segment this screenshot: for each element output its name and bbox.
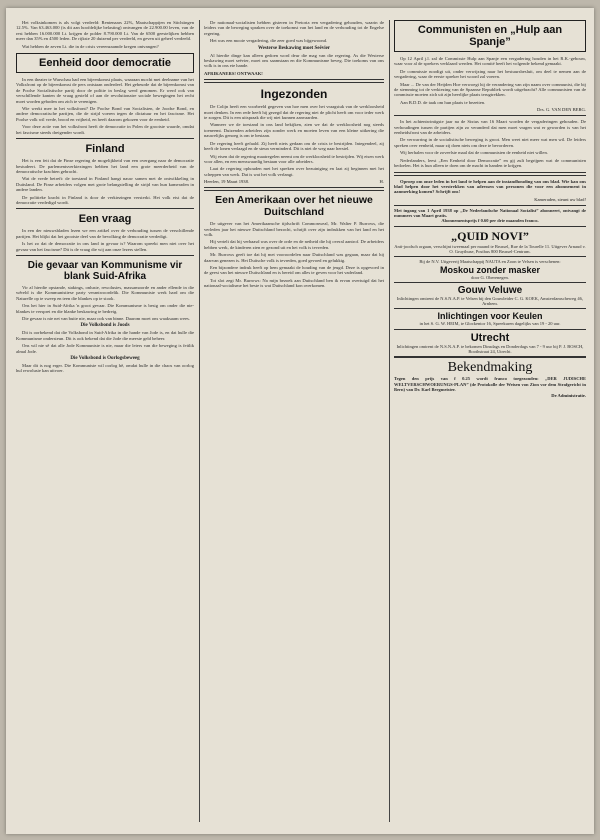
body-paragraph: De politieke kracht in Finland is door de verkiezingen versterkt. Het volk eist dat de democratie verdedigd wordt. xyxy=(16,194,194,205)
divider xyxy=(204,79,384,83)
advert-title: Gouw Veluwe xyxy=(457,284,523,296)
headline-finland: Finland xyxy=(85,143,125,156)
body-paragraph: Wij eisen dat de regering maatregelen neemt om de werkloosheid te bestrijden. Wij eisen werk voor allen, en een menswaardig bestaan voor alle arbeiders. xyxy=(204,153,384,164)
body-paragraph: Wat hebben de zeven Lt. die in de crisis vereenzaamde kregen ontvangen? xyxy=(22,43,159,49)
advert-title: Inlichtingen voor Keulen xyxy=(437,311,543,322)
headline-communisten: Communisten en „Hulp aan Spanje” xyxy=(417,24,563,48)
body-paragraph: Ons het hier in Suid-Afrika 'n groot gevaar. Die Kommunisme is besig om onder die nie-blankes te versprei en die blanke beskawing te bedreig. xyxy=(16,303,194,314)
body-paragraph: Vir al hierdie opstande, stakings, onluste, rewolusies, massamoorde en ander ellende in die wêreld is die Kommunistiese party verantwoordelik. Die Kommuniste werk hard om die Naturelle op te sweep en teen die blankes op te stook. xyxy=(16,284,194,301)
body-paragraph: Wanneer we de toestand in ons land bekijken, zien we dat de werkloosheid nog steeds toeneemt. Duizenden arbeiders zijn zonder werk en moeten leven van een kleine uitkering die nauwelijks genoeg is om te bestaan. xyxy=(204,122,384,139)
body-paragraph: Ons wil nie sê dat alle Jode Kommuniste is nie, maar die leiers van die beweging is feitlik almal Jode. xyxy=(16,343,194,354)
advert-title: Moskou zonder masker xyxy=(439,264,541,275)
dateline: Heerlen, 19 Maart 1938. xyxy=(204,179,250,185)
column-divider xyxy=(199,20,200,822)
advert-text: Inlichtingen omtrent de N.S.N.A.P. te bekomen Dinsdags en Donderdags van 7 - 9 uur bij P. J. BOSCH, Boothstraat 24, Utrecht. xyxy=(396,343,584,354)
headline-kommunisme: Die gevaar van Kommunisme vir blank Suid-Afrika xyxy=(27,259,183,282)
divider xyxy=(394,115,586,116)
advert-text: Anti-joodsch orgaan, verschijnt tweemaal per maand te Brussel, Rue de la Tourelle 11. Uitgever Arnaud v. O. Gruythuse, Postbus 800 Brussel-Centrum. xyxy=(394,243,586,254)
headline-amerikaan: Een Amerikaan over het nieuwe Duitschland xyxy=(215,194,373,218)
advert-sign: De Administratie. xyxy=(551,393,586,399)
body-paragraph: Maar dit is nog erger. Die Kommuniste wil oorlog hê, omdat hulle in die chaos van oorlog hul rewolusie kan uitvoer. xyxy=(16,363,194,374)
body-paragraph: Wie werkt mee in het volksfront? De Poolse Bond van Socialisten, de Joodse Bond, en andere democratische partijen, die de strijd voeren tegen de dictatuur en het fascisme. Het Poolse volk wil vrede, brood en vrijheid, en heeft daarom gekozen voor de eenheid. xyxy=(16,106,194,122)
body-paragraph: Laat de regering ophouden met het spreken over bezuiniging en laat zij beginnen met het scheppen van werk. Dat is wat het volk verlangt. xyxy=(204,166,384,177)
body-paragraph: De Colijn heeft een voorbeeld gegeven van hoe men over het vraagstuk van de werkloosheid moet denken. In een rede heeft hij gezegd dat de regering niet de plicht heeft om voor ieder werk te zorgen. Dit is een uitspraak die wij niet kunnen aanvaarden. xyxy=(204,104,384,121)
subheading: Die Volksbond is Oorlogsbeweeg xyxy=(70,356,140,362)
headline-ingezonden: Ingezonden xyxy=(260,87,328,102)
body-paragraph: Is het zo dat de democratie in ons land in gevaar is? Waarom spreekt men niet over het gevaar van het fascisme? Dit is de vraag die wij aan onze lezers stellen. xyxy=(16,241,194,252)
advert-utrecht xyxy=(394,329,586,357)
column-left xyxy=(16,20,194,822)
body-paragraph: Op 12 April j.l. zal de Commissie Hulp aan Spanje een vergadering houden in het R.K.-gebouw, waar voor al de sprekers verklaard werden. Het comité heeft het volgende bekend gemaakt. xyxy=(394,56,586,67)
advert-sub: door G. Oberenegen. xyxy=(471,274,509,280)
subscription-notice xyxy=(394,205,586,226)
body-paragraph: Wij herhalen voor de zoveelste maal dat de communisten de eenheid niet willen. xyxy=(400,150,548,156)
body-paragraph: Voor deze actie van het volksfront heeft de democratie in Polen de grootste waarde, omdat het fascisme steeds dreigender wordt. xyxy=(16,124,194,135)
advert-text: in het S. G. W. HEIM, te Glockentor 16, Spreekuren dagelijks van 19 - 20 uur. xyxy=(419,321,561,327)
body-paragraph: Maar ... De van der Heijden Hoe verwoegt hij de verandering van zijn naam over communist, die bij de stemming tot de verkiezing van de Spaanse Republiek wordt uitgebracht? Alle communisten van de commissie moeten zich uit zijn heerlijke plaats terugtrekken. xyxy=(394,81,586,98)
advert-text: Inlichtingen omtrent de N.S.N.A.P. te Velsen bij den Gouwleider C. G. KOEK, Amsterdamscheweg 46, Arnhem. xyxy=(396,295,584,307)
headline-een-vraag: Een vraag xyxy=(78,213,132,226)
divider xyxy=(16,255,194,256)
advert-text: Tegen den prijs van f 0.25 wordt franco toegezonden: „DER JUDISCHE WELTVERSCHWOERUNGS-PLAN” (de Protokolle der Weisen von Zion vor dem Strafgericht in Bern) van Dr. Karl Bergmeister. xyxy=(394,376,586,392)
body-paragraph: Nederlanders, leest „Een Eenheid door Democratie” en gij zult begrijpen wat de communisten bedoelen. Het is hun alleen te doen om de macht in handen te krijgen. xyxy=(394,157,586,169)
body-paragraph: Het is een feit dat de Finse regering de mogelijkheid van een overgang naar de democratie bestudeert. De parlementsverkiezingen hebben het land een grote meerderheid van de democratische krachten gebracht. xyxy=(16,158,194,174)
body-paragraph: Hij vertelt dat hij verbaasd was over de orde en de netheid die hij overal aantrof. De arbeiders hebben werk, de kinderen zien er gezond uit en het volk is tevreden. xyxy=(204,239,384,250)
advert-quid-novi xyxy=(394,226,586,257)
body-paragraph: Die gevaar is nie net van buite nie, maar ook van binne. Daarom moet ons waaksaam wees. xyxy=(22,316,190,321)
body-paragraph: In het achtentwintigste jaar na de Sixtus van 16 Maart worden de vergaderingen gehouden. De verhoudingen tussen de partijen zijn zo veranderd dat men moet vragen wat er geworden is van het eenheidsfront van de arbeiders. xyxy=(394,119,586,136)
column-divider xyxy=(389,20,390,822)
signature: Drs. G. VAN DEN BERG. xyxy=(537,107,586,113)
body-paragraph: De commissie noodigt uit, onder verwijzing naar het bestuursbesluit, om deel te nemen aan de vergadering, waar de eerste spreker het woord zal voeren. xyxy=(394,68,586,80)
advert-title: Bekendmaking xyxy=(447,360,533,376)
subscription-line: Met ingang van 1 April 1938 op „De Nederlandsche Nationaal Socialist” abonneert, ontvangt de nummers van Maart gratis. xyxy=(394,207,586,219)
headline-box xyxy=(16,53,194,73)
appeal-sign: Kameraden, steunt uw blad! xyxy=(534,196,586,202)
appeal-text: Oproep om onze leden in het land te helpen aan de instandhouding van ons blad. Wie kan ons blad helpen door het verstrekken van adressen van personen die voor een abonnement in aanmerking komen? Schrijft ons! xyxy=(394,178,586,195)
advert-text: Bij de N.V. Uitgeverij Maatschappij NAUTA en Zoon te Velsen is verschenen: xyxy=(419,259,561,265)
divider xyxy=(204,187,384,191)
body-paragraph: In een der nieuwsbladen lezen we een artikel over de verhouding tussen de verschillende partijen. Het blijkt dat het grootste deel van de bevolking de democratie verdedigt. xyxy=(16,228,194,239)
advert-gouw-veluwe xyxy=(394,282,586,309)
body-paragraph: Een bijzondere indruk heeft op hem gemaakt de houding van de jeugd. Deze is opgevoed in de geest van het nieuwe Duitschland en is bereid om alles te geven voor het vaderland. xyxy=(204,264,384,276)
advert-keulen xyxy=(394,308,586,328)
body-paragraph: Het volksinkomen is als volgt verdeeld: Rentenaars 22%, Maatschappijen en Stichtingen 12.5%. Van 63.463.000 (is dit aan hoofdelijke belasting) ontvangen de 22.900.00 leven, van de rest hebben 16.000.000 Lt. krijgen de polder 8.790.000 Lt. Van de 6500 geestelijken hebben meer dan 35% en 4500 leden. De rijkste 20 duizend per verdeeld, en geven uit geheel verdeeld. xyxy=(16,20,194,42)
divider xyxy=(394,172,586,176)
body-paragraph: Aan B.D.D. de taak om hun plaats te bezetten. xyxy=(400,99,486,105)
headline-box xyxy=(394,20,586,52)
body-paragraph: In een theater te Warschau had een bijeenkomst plaats, waaraan mocht met deelname van het Volksfront op de bijeenkomst de pers ontstaan onderdeel. Het gebeurde dat de bijeenkomst van de Poolse Socialistische partij door de politie in beslag werd genomen. Er werd ook van verschillende kanten de vraag gesteld of aan de revolutionaire sociale bewegingen het recht moet worden geboden om zich te verenigen. xyxy=(16,77,194,104)
body-paragraph: Dit is oorbekend dat die Volksbond in Suid-Afrika in die hande van Jode is, en dat hulle die Kommunisme ondersteun. Dit is ook bekend dat die Jode die meeste geld beheer. xyxy=(16,330,194,341)
divider xyxy=(16,208,194,209)
column-right xyxy=(394,20,586,822)
newspaper-page xyxy=(6,8,594,834)
body-paragraph: De uitgever van het Amerikaansche tijdschrift Commonweal, Mr. Walter P. Burrows, die verleden jaar het nieuwe Duitschland bezocht, schrijft over zijn indrukken van het land en het volk. xyxy=(204,221,384,237)
subscription-price: Abonnementsprijs f 0.60 per drie maanden franco. xyxy=(441,218,539,224)
body-paragraph: Mr. Burrows geeft toe dat hij met vooroordelen naar Duitschland was gegaan, maar dat hij daarvan genezen is. Het Duitsche volk is tevreden, goed gevoed en gelukkig. xyxy=(204,252,384,263)
advert-title: Utrecht xyxy=(470,331,510,344)
subheading: Die Volksbond is Joods xyxy=(80,323,130,329)
body-paragraph: Het was een mooie vergadering, die zeer goed was bijgewoond. xyxy=(210,38,328,44)
advert-moskou xyxy=(394,256,586,282)
body-paragraph: Al hierdie dinge kan alleen gedoen word deur die mag van die regering. As die Westerse beskawing moet seëvier, moet ons saamstaan en die Kommunisme beveg. Die toekoms van ons volk is in ons eie hande. xyxy=(204,52,384,69)
advert-bekendmaking xyxy=(394,356,586,403)
slogan: AFRIKANERS! ONTWAAK! xyxy=(204,70,263,76)
subheading: Westerse Beskawing moet Seëvier xyxy=(257,45,331,51)
author-initial: H. xyxy=(379,179,384,185)
column-middle xyxy=(204,20,384,822)
body-paragraph: Tot slot zegt Mr. Burrows: Na mijn bezoek aan Duitschland ben ik ervan overtuigd dat het nationaal-socialisme het beste is wat Duitschland kon overkomen. xyxy=(204,277,384,289)
body-paragraph: Wat de vrede betreft: de toestand in Finland hangt nauw samen met de ontwikkeling in Duitsland. De Finse arbeiders volgen met grote belangstelling de strijd van hun kameraden in andere landen. xyxy=(16,176,194,193)
advert-title: „QUID NOVI” xyxy=(451,228,529,243)
body-paragraph: De regering heeft gefaald. Zij heeft niets gedaan om de crisis te bestrijden. Integendeel, zij heeft de lonen verlaagd en de steun verminderd. Dit is niet de weg naar herstel. xyxy=(204,140,384,152)
body-paragraph: De nationaal-socialisten hebben gisteren in Pretoria een vergadering gehouden, waarin de leiders van de beweging spraken over de toekomst van het land en de verhouding tot de Engelse regering. xyxy=(204,20,384,36)
body-paragraph: De verwarring in de socialistische beweging is groot. Men weet niet meer wat men wil. De leiders spreken over eenheid, maar zij doen niets om deze te bevorderen. xyxy=(394,137,586,148)
headline-eenheid: Eenheid door democratie xyxy=(38,57,172,70)
divider xyxy=(16,138,194,139)
